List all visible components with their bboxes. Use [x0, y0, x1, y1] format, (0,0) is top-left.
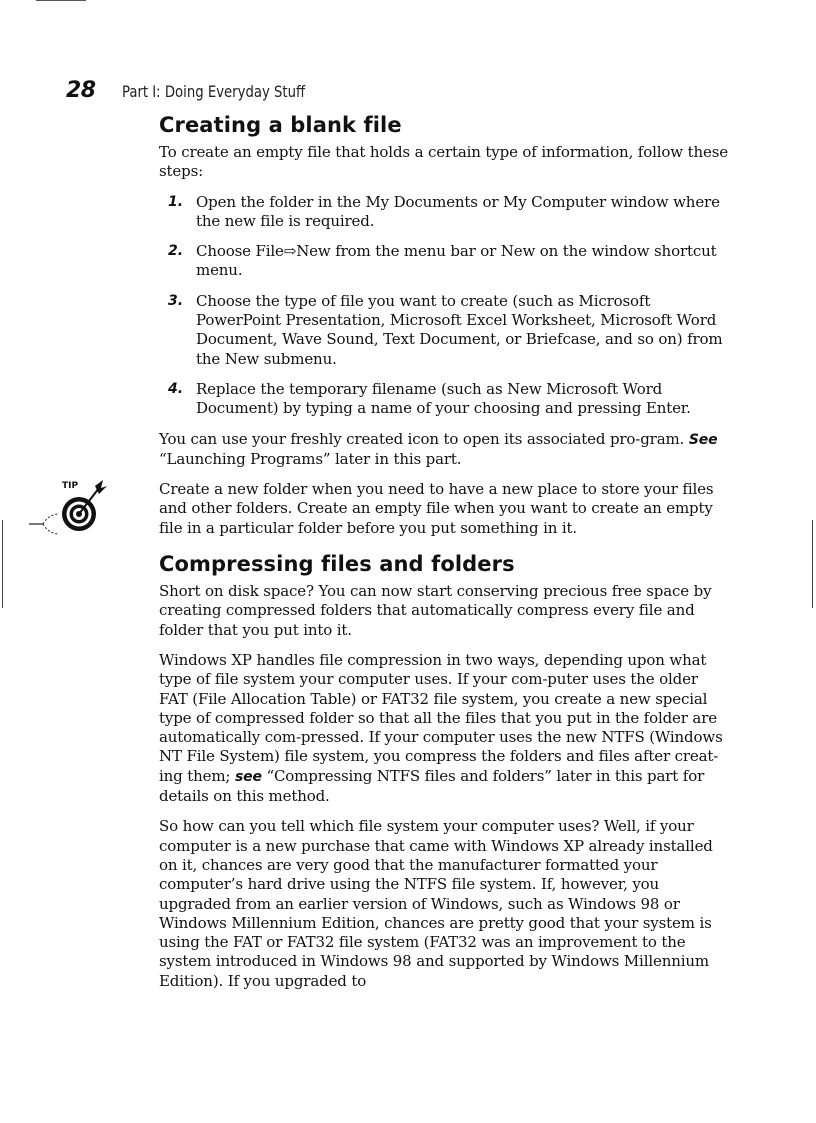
crop-mark-top: [36, 0, 86, 1]
followup-text-start: You can use your freshly created icon to open its associated pro-gram.: [159, 429, 689, 448]
step-number: 2.: [168, 243, 184, 260]
section2-paragraph-1: Short on disk space? You can now start conserving precious free space by creating compressed folders that automatically compress every file and folder that you put into it.: [159, 582, 712, 639]
paragraph-2-text-start: Windows XP handles file compression in two ways, depending upon what type of file system your computer uses. If your com-puter uses the older FAT (File Allocation Table) or FAT32 file system, you create a new special type of compressed folder so that all the files that you put in the folder are automatically com-pressed. If your computer uses the new NTFS (Windows NT File System) file system, you compress the folders and files after creat-ing them;: [159, 650, 723, 785]
list-item: [159, 193, 731, 232]
section1-followup: [159, 430, 731, 470]
tip-label: TIP: [62, 481, 79, 492]
step-number: 3.: [168, 292, 184, 309]
page-body: [62, 113, 731, 1002]
tip-block: [62, 480, 731, 538]
step-number: 1.: [168, 193, 184, 210]
section-heading-creating-blank-file: Creating a blank file: [159, 113, 402, 137]
section2-paragraph-3: So how can you tell which file system your computer uses? Well, if your computer is a new purchase that came with Windows XP already installed on it, chances are very good that the manufacturer formatted your computer’s hard drive using the NTFS file system. If, however, you upgraded from an earlier version of Windows, such as Windows 98 or Windows Millennium Edition, chances are pretty good that your system is using the FAT or FAT32 file system (FAT32 was an improvement to the system introduced in Windows 98 and supported by Windows Millennium Edition). If you upgraded to: [159, 817, 713, 990]
tip-target-icon: [29, 474, 139, 544]
step-text: Choose the type of file you want to create (such as Microsoft PowerPoint Presentation, Microsoft Excel Worksheet, Microsoft Word Document, Wave Sound, Text Document, or Briefcase, and so on) from the New submenu.: [196, 291, 723, 368]
list-item: [159, 380, 731, 419]
followup-text-end: “Launching Programs” later in this part.: [159, 449, 462, 468]
step-number: 4.: [168, 380, 184, 397]
section2-paragraph-2: [159, 651, 731, 806]
list-item: [159, 292, 731, 369]
running-head: Part I: Doing Everyday Stuff: [121, 82, 305, 101]
see-reference: see: [234, 768, 262, 785]
step-text: Choose File⇨New from the menu bar or New on the window shortcut menu.: [196, 242, 717, 280]
page-header: [66, 78, 321, 108]
steps-list: [159, 193, 731, 419]
step-text: Replace the temporary filename (such as New Microsoft Word Document) by typing a name of your choosing and pressing Enter.: [196, 379, 691, 418]
crop-mark-left: [2, 520, 3, 608]
section-heading-compressing: Compressing files and folders: [159, 552, 515, 577]
list-item: [159, 242, 731, 281]
see-reference: See: [688, 431, 718, 448]
step-text: Open the folder in the My Documents or My Computer window where the new file is required.: [196, 192, 720, 230]
page-number: 28: [66, 78, 96, 103]
crop-mark-right: [812, 520, 813, 608]
paragraph-2-text-end: “Compressing NTFS files and folders” later in this part for details on this method.: [159, 766, 705, 806]
tip-text: Create a new folder when you need to have a new place to store your files and other folders. Create an empty file when you want to create an empty file in a particular folder before you put something in it.: [159, 480, 714, 537]
section1-intro: To create an empty file that holds a certain type of information, follow these steps:: [159, 143, 728, 181]
